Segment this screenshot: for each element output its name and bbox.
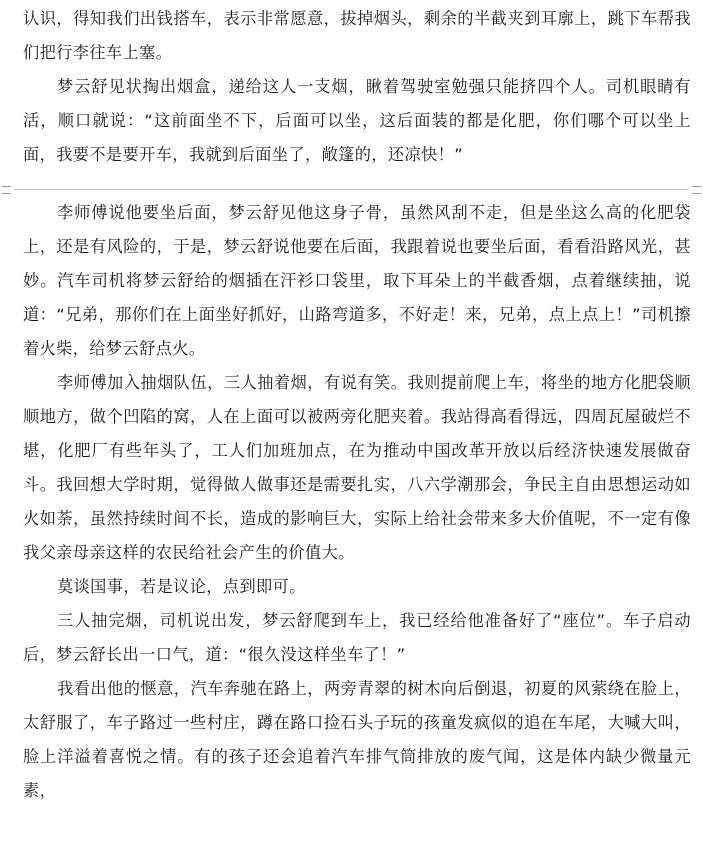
paragraph: 梦云舒见状掏出烟盒，递给这人一支烟，瞅着驾驶室勉强只能挤四个人。司机眼睛有活，顺口就说：“这前面坐不下，后面可以坐，这后面装的都是化肥，你们哪个可以坐上面，我要不是要开车，我就到后面坐了，敞篷的，还凉快！” — [23, 77, 691, 164]
paragraph: 认识，得知我们出钱搭车，表示非常愿意，拔掉烟头，剩余的半截夹到耳廓上，跳下车帮我们把行李往车上塞。 — [23, 9, 691, 62]
page-break-right-marker — [692, 186, 701, 194]
paragraph: 我看出他的惬意，汽车奔驰在路上，两旁青翠的树木向后倒退，初夏的风萦绕在脸上，太舒服了，车子路过一些村庄，蹲在路口捡石头子玩的孩童发疯似的追在车尾，大喊大叫，脸上洋溢着喜悦之情。有的孩子还会追着汽车排气筒排放的废气闻，这是体内缺少微量元素， — [23, 679, 691, 800]
page-break-separator — [0, 186, 703, 194]
page-break-line — [14, 189, 689, 190]
paragraph: 李师傅说他要坐后面，梦云舒见他这身子骨，虽然风刮不走，但是坐这么高的化肥袋上，还是有风险的，于是，梦云舒说他要在后面，我跟着说也要坐后面，看看沿路风光，甚妙。汽车司机将梦云舒给的烟插在汗衫口袋里，取下耳朵上的半截香烟，点着继续抽，说道：“兄弟，那你们在上面坐好抓好，山路弯道多，不好走！来，兄弟，点上点上！”司机擦着火柴，给梦云舒点火。 — [23, 203, 691, 358]
paragraph: 李师傅加入抽烟队伍，三人抽着烟，有说有笑。我则提前爬上车，将坐的地方化肥袋顺顺地方，做个凹陷的窝，人在上面可以被两旁化肥夹着。我站得高看得远，四周瓦屋破烂不堪，化肥厂有些年头了，工人们加班加点，在为推动中国改革开放以后经济快速发展做奋斗。我回想大学时期，觉得做人做事还是需要扎实，八六学潮那会，争民主自由思想运动如火如荼，虽然持续时间不长，造成的影响巨大，实际上给社会带来多大价值呢，不一定有像我父亲母亲这样的农民给社会产生的价值大。 — [23, 373, 691, 562]
page-break-left-marker — [2, 186, 11, 194]
next-page-text — [23, 196, 691, 808]
paragraph: 三人抽完烟，司机说出发，梦云舒爬到车上，我已经给他准备好了“座位”。车子启动后，梦云舒长出一口气，道：“很久没这样坐车了！” — [23, 611, 691, 664]
paragraph: 莫谈国事，若是议论，点到即可。 — [57, 577, 306, 596]
previous-page-text — [23, 2, 691, 172]
